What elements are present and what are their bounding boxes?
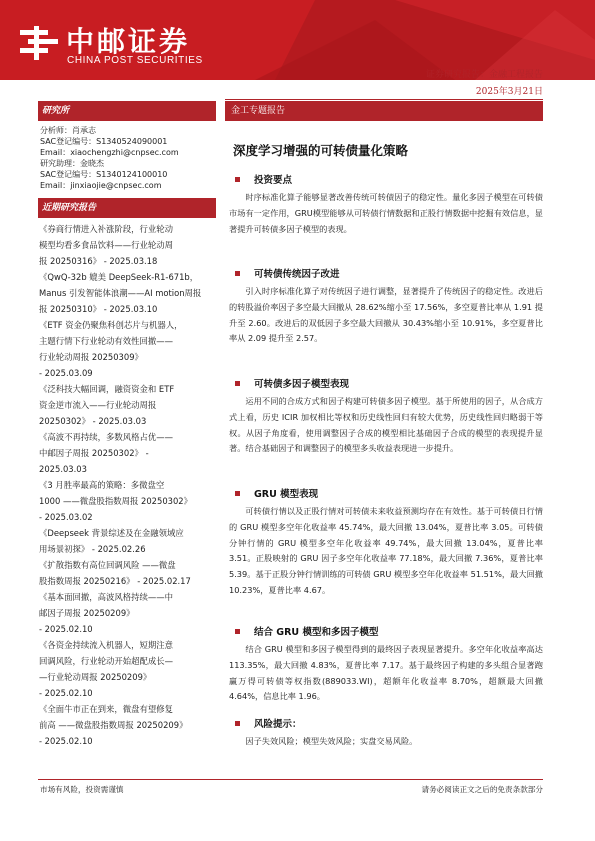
recent-report-line: 资金逆市流入——行业轮动周报 (39, 400, 157, 410)
recent-report-line: 《ETF 资金仍聚焦科创芯片与机器人， (39, 320, 183, 330)
section-title-text: 结合 GRU 模型和多因子模型 (254, 627, 379, 638)
recent-report-line: - 2025.02.10 (39, 736, 93, 746)
recent-report-line: 主题行情下行业轮动有效性回撤—— (39, 336, 173, 346)
analyst-line: 研究助理：金晓杰 (40, 159, 104, 168)
analyst-email-link[interactable]: Email：xiaochengzhi@cnpsec.com (40, 148, 179, 157)
analyst-line: SAC登记编号：S1340524090001 (40, 137, 168, 146)
section-investment-highlights (225, 173, 543, 237)
recent-report-line: 报 20250310》 - 2025.03.10 (39, 304, 158, 314)
recent-report-line: 《扩散指数有高位回调风险 ——微盘 (39, 560, 176, 570)
recent-report-line: 行业轮动周报 20250309》 (39, 352, 143, 362)
recent-report-line: 《各资金持续流入机器人，短期注意 (39, 640, 173, 650)
brand-name-cn: 中邮证券 (66, 25, 191, 58)
section-title (225, 377, 543, 393)
analyst-email-link[interactable]: Email：jinxiaojie@cnpsec.com (40, 181, 162, 190)
recent-report-line: 中邮因子周报 20250302》 - (39, 448, 149, 458)
section-title (225, 267, 543, 283)
china-post-securities-logo (18, 26, 60, 60)
recent-report-line: 2025.03.03 (39, 464, 87, 474)
section-body: 可转债行情以及正股行情对可转债未来收益预测均存在有效性。基于可转债日行情的 GRU 模型多空年化收益率 45.74%，最大回撤 13.04%，夏普比率 3.05。可转债分钟行情的 GRU 模型多空年化收益率 49.74%，最大回撤 13.04%，夏普比率 3.51。正股映射的 GRU 因子多空年化收益率 77.18%，最大回撤 7.36%，夏普比率 5.39。基于正股分钟行情训练的可转债 GRU 模型多空年化收益率 51.51%，最大回撤 10.23%，夏普比率 4.67。 (229, 506, 543, 595)
section-body: 运用不同的合成方式和因子构建可转债多因子模型。基于所使用的因子，从合成方式上看，历史 ICIR 加权相比等权和历史线性回归有较大优势，历史线性回归略弱于等权。从因子角度看，使用调整因子合成的模型相比基础因子合成的模型的表现提升显著。结合基础因子和调整因子的模型多头收益表现进一步提升。 (229, 396, 543, 454)
recent-report-line: 《高波不再持续，多数风格占优—— (39, 432, 173, 442)
section-factor-improvement (225, 267, 543, 347)
bullet-icon (235, 629, 240, 634)
bullet-icon (235, 271, 240, 276)
bullet-icon (235, 721, 240, 726)
recent-report-line: 《泛科技大幅回调，融资资金和 ETF (39, 384, 175, 394)
recent-report-line: 股指数周报 20250216》 - 2025.02.17 (39, 576, 191, 586)
recent-report-line: 《全面牛市正在到来，微盘有望修复 (39, 704, 173, 714)
recent-report-line: 《QwQ-32b 媲美 DeepSeek-R1-671b， (39, 272, 199, 282)
section-label: 金工专题报告 (225, 101, 543, 121)
recent-report-line: 20250302》 - 2025.03.03 (39, 416, 147, 426)
section-gru-model (225, 487, 543, 599)
recent-report-line: - 2025.02.10 (39, 688, 93, 698)
analyst-heading: 研究所 (38, 101, 216, 121)
recent-report-line: 1000 ——微盘股指数周报 20250302》 (39, 496, 193, 506)
section-title-text: 投资要点 (254, 175, 293, 186)
header-rule (225, 99, 543, 100)
recent-report-line: 《券商行情进入补涨阶段，行业轮动 (39, 224, 173, 234)
analyst-line: SAC登记编号：S1340124100010 (40, 170, 168, 179)
section-title (225, 173, 543, 189)
section-body: 因子失效风险；模型失效风险；实盘交易风险。 (245, 736, 418, 746)
analyst-line: 分析师：肖承志 (40, 126, 96, 135)
report-title: 深度学习增强的可转债量化策略 (233, 143, 409, 158)
section-title-text: 可转债多因子模型表现 (254, 379, 350, 390)
section-title (225, 625, 543, 641)
section-body: 引入时序标准化算子对传统因子进行调整，显著提升了传统因子的稳定性。改进后的转股溢价率因子多空最大回撤从 28.62%缩小至 17.56%，多空夏普比率从 1.91 提升至 2.60。改进后的双低因子多空最大回撤从 30.43%缩小至 10.91%，多空夏普比率从 2.09 提升至 2.57。 (229, 286, 543, 344)
recent-report-line: —行业轮动周报 20250209》 (39, 672, 152, 682)
section-body: 时序标准化算子能够显著改善传统可转债因子的稳定性。量化多因子模型在可转债市场有一定作用，GRU模型能够从可转债行情数据和正股行情数据中挖掘有效信息，显著提升可转债多因子模型的表现。 (229, 192, 543, 234)
section-multifactor-model (225, 377, 543, 457)
section-title-text: GRU 模型表现 (254, 489, 319, 500)
bullet-icon (235, 381, 240, 386)
recent-reports-list (38, 218, 216, 749)
sidebar (38, 101, 216, 749)
section-gru-multifactor (225, 625, 543, 705)
section-title (225, 487, 543, 503)
section-title (225, 717, 543, 733)
footer-rule (38, 779, 543, 780)
recent-report-line: 《3 月胜率最高的策略：多微盘空 (39, 480, 165, 490)
analyst-info (38, 121, 216, 195)
recent-reports-heading: 近期研究报告 (38, 198, 216, 218)
recent-report-line: 邮因子周报 20250209》 (39, 608, 135, 618)
recent-report-line: 用场景初探》 - 2025.02.26 (39, 544, 146, 554)
recent-report-line: - 2025.03.09 (39, 368, 93, 378)
section-risk-warning (225, 717, 543, 750)
recent-report-line: 模型均看多食品饮料——行业轮动周 (39, 240, 173, 250)
bullet-icon (235, 491, 240, 496)
recent-report-line: 《基本面回撤，高波风格持续——中 (39, 592, 173, 602)
brand-name-en: CHINA POST SECURITIES (67, 55, 203, 66)
report-type: 证券研究报告：金融工程报告 (425, 70, 543, 80)
recent-report-line: Manus 引发智能体浪潮——AI motion周报 (39, 288, 202, 298)
recent-report-line: - 2025.02.10 (39, 624, 93, 634)
recent-report-line: 《Deepseek 背景综述及在金融领域应 (39, 528, 184, 538)
footer-risk-note: 市场有风险，投资需谨慎 (40, 785, 124, 794)
section-title-text: 风险提示： (254, 719, 302, 730)
footer-disclaimer-note: 请务必阅读正文之后的免责条款部分 (421, 785, 543, 794)
report-date: 2025年3月21日 (475, 87, 543, 97)
recent-report-line: 回调风险，行业轮动开始超配成长— (39, 656, 173, 666)
section-body: 结合 GRU 模型和多因子模型得到的最终因子表现显著提升。多空年化收益率高达 113.35%，最大回撤 4.83%，夏普比率 7.17。基于最终因子构建的多头组合显著跑赢万得可转债等权指数(889033.WI)，超额年化收益率 8.70%，超额最大回撤 4.64%，信息比率 1.96。 (229, 644, 543, 702)
bullet-icon (235, 177, 240, 182)
recent-report-line: 报 20250316》 - 2025.03.18 (39, 256, 158, 266)
main-content (225, 101, 543, 746)
section-title-text: 可转债传统因子改进 (254, 269, 340, 280)
recent-report-line: 前高 ——微盘股指数周报 20250209》 (39, 720, 188, 730)
recent-report-line: - 2025.03.02 (39, 512, 93, 522)
